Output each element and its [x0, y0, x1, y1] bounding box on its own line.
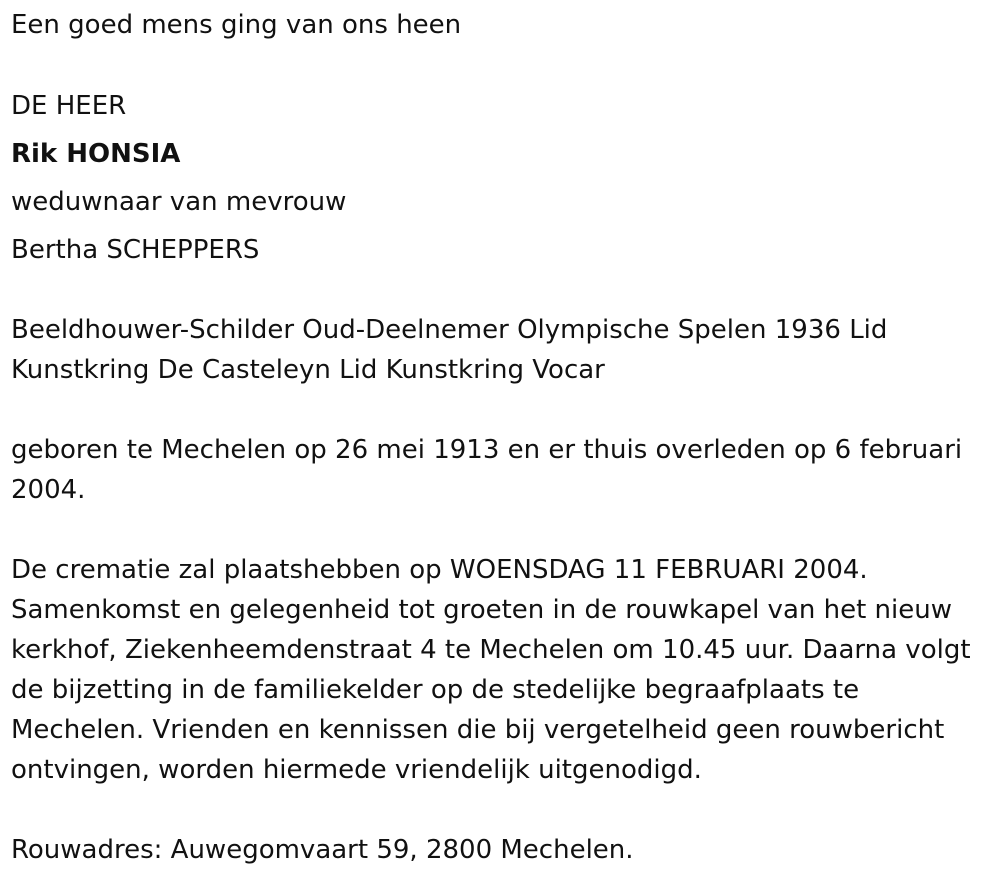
intro-line: Een goed mens ging van ons heen	[11, 10, 462, 40]
profession-line-1: Beeldhouwer-Schilder Oud-Deelnemer Olympische Spelen 1936 Lid	[11, 315, 888, 345]
ceremony-line-6: ontvingen, worden hiermede vriendelijk uitgenodigd.	[11, 755, 702, 785]
widower-line: weduwnaar van mevrouw	[11, 187, 347, 217]
ceremony-line-4: de bijzetting in de familiekelder op de stedelijke begraafplaats te	[11, 675, 860, 705]
spouse-name: Bertha SCHEPPERS	[11, 235, 260, 265]
birth-death-line-1: geboren te Mechelen op 26 mei 1913 en er thuis overleden op 6 februari	[11, 435, 963, 465]
mourning-address: Rouwadres: Auwegomvaart 59, 2800 Mechelen.	[11, 835, 634, 865]
deceased-name: Rik HONSIA	[11, 139, 181, 169]
ceremony-line-2: Samenkomst en gelegenheid tot groeten in de rouwkapel van het nieuw	[11, 595, 952, 625]
honorific-title: DE HEER	[11, 91, 127, 121]
birth-death-line-2: 2004.	[11, 475, 86, 505]
ceremony-line-5: Mechelen. Vrienden en kennissen die bij vergetelheid geen rouwbericht	[11, 715, 945, 745]
ceremony-line-1: De crematie zal plaatshebben op WOENSDAG 11 FEBRUARI 2004.	[11, 555, 868, 585]
ceremony-line-3: kerkhof, Ziekenheemdenstraat 4 te Mechelen om 10.45 uur. Daarna volgt	[11, 635, 971, 665]
profession-line-2: Kunstkring De Casteleyn Lid Kunstkring Vocar	[11, 355, 605, 385]
